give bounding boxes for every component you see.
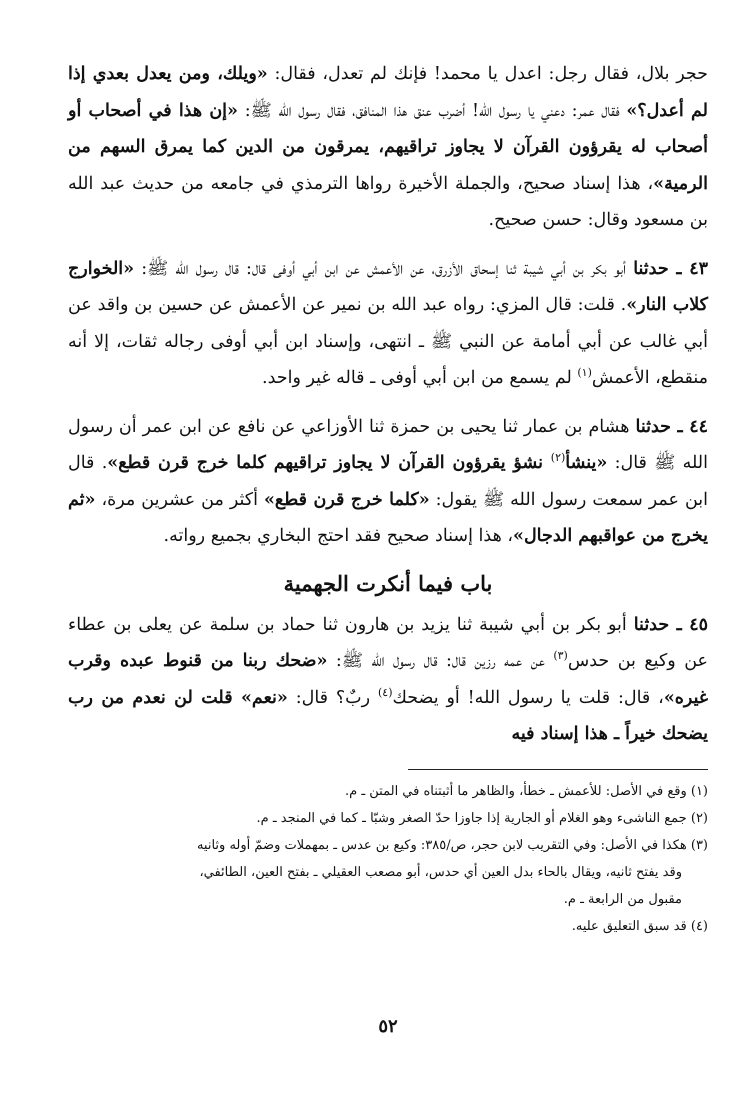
text-run: هشام بن عمار ثنا يحيى بن حمزة ثنا الأوزاعي عن نافع عن ابن عمر أن رسول الله ﷺ قال: — [68, 416, 708, 473]
quoted-hadith: «ويلك، ومن يعدل بعدي إذا لم أعدل؟» — [68, 64, 708, 121]
hadith-number: ٤٤ ـ — [670, 416, 708, 437]
footnote-3-cont: مقبول من الرابعة ـ م. — [563, 891, 682, 907]
footnotes — [68, 778, 708, 940]
footnote-marker: (٢) — [550, 451, 566, 465]
text-run: أبو بكر بن أبي شيبة ثنا إسحاق الأزرق، عن الأعمش عن ابن أبي أوفى قال: قال رسول الله ﷺ: — [134, 258, 634, 279]
text-run: أبو بكر بن أبي شيبة ثنا يزيد بن هارون ثنا حماد بن سلمة عن يعلى بن عطاء عن وكيع بن حدس — [68, 614, 708, 671]
text-run: ، قال: قلت يا رسول الله! أو يضحك — [392, 687, 664, 708]
document-page — [68, 56, 708, 1066]
quoted-hadith: «ينشأ — [565, 453, 608, 473]
hadith-keyword: حدثنا — [633, 614, 670, 635]
hadith-45 — [68, 607, 708, 753]
hadith-number: ٤٣ ـ — [668, 258, 709, 279]
hadith-43 — [68, 251, 708, 397]
text-run: ، هذا إسناد صحيح، والجملة الأخيرة رواها الترمذي في جامعه من حديث عبد الله بن مسعود وقال: حسن صحيح. — [68, 173, 708, 230]
hadith-keyword: حدثنا — [633, 258, 669, 279]
footnote-marker: (٤) — [377, 685, 393, 699]
hadith-44 — [68, 409, 708, 555]
footnote-3: (٣) هكذا في الأصل: وفي التقريب لابن حجر، ص/٣٨٥: وكيع بن عدس ـ بمهملات وضمّ أوله وثانيه — [196, 837, 708, 853]
quoted-hadith: نشؤ يقرؤون القرآن لا يجاوز تراقيهم كلما خرج قرن قطع» — [107, 453, 551, 473]
footnote-marker: (٣) — [553, 649, 568, 663]
quoted-hadith: «ثم يخرج من عواقبهم الدجال» — [68, 489, 708, 546]
text-run: لم يسمع من ابن أبي أوفى ـ قاله غير واحد. — [262, 368, 578, 388]
quoted-hadith: «إن هذا في أصحاب أو أصحاب له يقرؤون القرآن لا يجاوز تراقيهم، يمرقون من الدين كما يمرق السهم من الرمية» — [68, 100, 708, 194]
footnote-3-cont: وقد يفتح ثانيه، ويقال بالحاء بدل العين أي حدس، أبو مصعب العقيلي ـ بفتح العين، الطائفي، — [199, 864, 682, 880]
text-run: قلت لن نعدم من رب يضحك خيراً ـ هذا إسناد فيه — [68, 687, 708, 744]
quoted-hadith: «كلما خرج قرن قطع» — [263, 489, 430, 510]
hadith-keyword: حدثنا — [635, 416, 671, 437]
main-text — [68, 56, 708, 753]
hadith-number: ٤٥ ـ — [669, 614, 709, 635]
text-run: . قال ابن عمر سمعت رسول الله ﷺ يقول: — [68, 453, 709, 510]
quoted-hadith: «ضحك ربنا من قنوط عبده وقرب غيره» — [68, 651, 709, 708]
text-run: عن عمه رزين قال: قال رسول الله ﷺ: — [327, 651, 554, 671]
page-number: ٥٢ — [378, 1016, 398, 1037]
text-run: حجر بلال، فقال رجل: اعدل يا محمد! فإنك لم تعدل، فقال: — [267, 64, 708, 84]
quoted-hadith: «نعم» — [240, 687, 288, 708]
footnote-marker: (١) — [577, 366, 592, 380]
footnote-divider — [408, 769, 708, 770]
text-run: ربٌ؟ قال: — [287, 687, 378, 708]
chapter-title: باب فيما أنكرت الجهمية — [283, 570, 493, 596]
footnote-2: (٢) جمع الناشىء وهو الغلام أو الجارية إذا جاوزا حدّ الصغر وشبّا ـ كما في المنجد ـ م. — [256, 810, 708, 826]
footnote-4: (٤) قد سبق التعليق عليه. — [571, 918, 708, 934]
paragraph-continuation — [68, 56, 708, 239]
footnote-1: (١) وقع في الأصل: للأعمش ـ خطأ، والظاهر ما أثبتناه في المتن ـ م. — [345, 783, 708, 799]
text-run: أكثر من عشرين مرة، — [95, 489, 264, 510]
text-run: . قلت: قال المزي: رواه عبد الله بن نمير عن الأعمش عن حسين بن واقد عن أبي غالب عن أبي أمامة عن النبي ﷺ ـ انتهى، وإسناد ابن أبي أوفى رجاله ثقات، إلا أنه منقطع، الأعمش — [68, 295, 708, 388]
text-run: ، هذا إسناد صحيح فقد احتج البخاري بجميع رواته. — [163, 526, 514, 546]
text-run: فقال عمر: دعني يا رسول الله! أضرب عنق هذا المنافق، فقال رسول الله ﷺ: — [237, 100, 627, 121]
quoted-hadith: «الخوارج كلاب النار» — [68, 258, 708, 315]
